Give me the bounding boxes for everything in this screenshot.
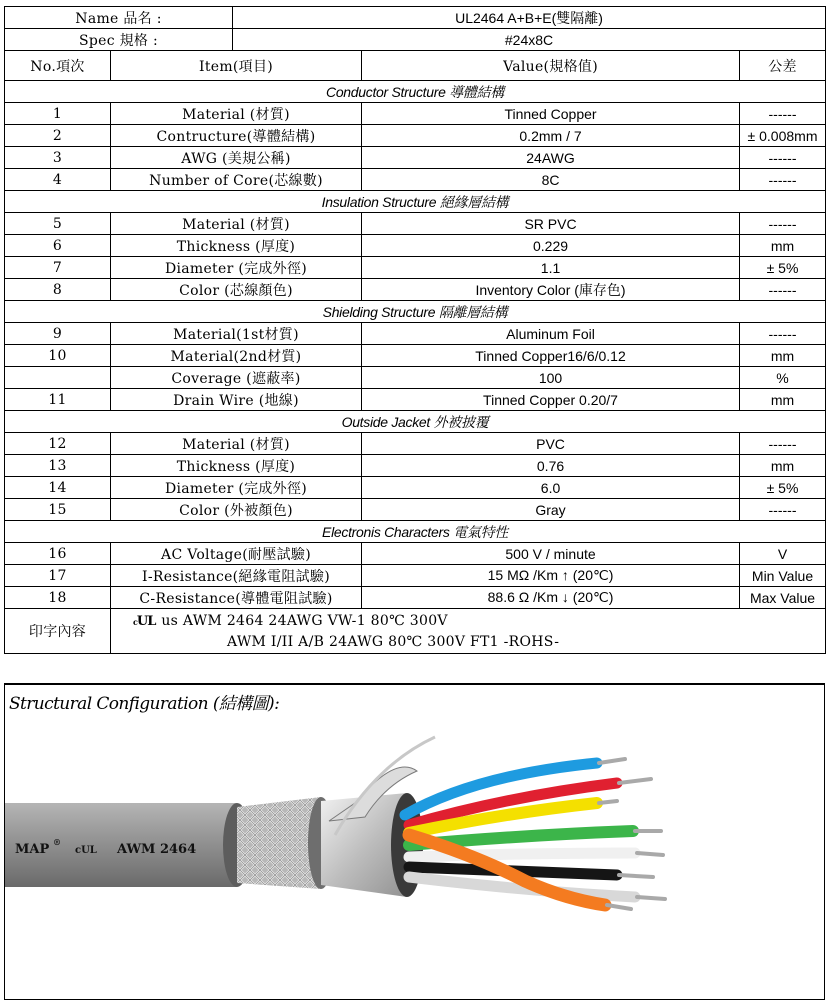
name-value: UL2464 A+B+E(雙隔離) bbox=[233, 7, 826, 29]
print-reg: ® bbox=[53, 837, 61, 847]
row-tolerance: ------ bbox=[740, 499, 826, 521]
row-item: AWG (美規公稱) bbox=[111, 147, 362, 169]
row-no: 12 bbox=[5, 433, 111, 455]
section-electronic: Electronis Characters 電氣特性 bbox=[5, 521, 826, 543]
table-row bbox=[5, 389, 826, 411]
row-tolerance: ------ bbox=[740, 103, 826, 125]
row-value: Tinned Copper 0.20/7 bbox=[362, 389, 740, 411]
table-row bbox=[5, 499, 826, 521]
row-no: 18 bbox=[5, 587, 111, 609]
row-tolerance: ------ bbox=[740, 433, 826, 455]
row-tolerance: Min Value bbox=[740, 565, 826, 587]
name-label: Name 品名 : bbox=[5, 7, 233, 29]
col-header-item: Item(項目) bbox=[111, 51, 362, 81]
row-no: 16 bbox=[5, 543, 111, 565]
row-tolerance: mm bbox=[740, 455, 826, 477]
row-no: 5 bbox=[5, 213, 111, 235]
table-row bbox=[5, 565, 826, 587]
table-row bbox=[5, 455, 826, 477]
row-tolerance: mm bbox=[740, 345, 826, 367]
row-value: 0.229 bbox=[362, 235, 740, 257]
row-item: Material (材質) bbox=[111, 433, 362, 455]
print-brand: MAP bbox=[15, 842, 50, 857]
row-no: 11 bbox=[5, 389, 111, 411]
row-no: 2 bbox=[5, 125, 111, 147]
spec-table bbox=[4, 6, 826, 654]
row-no: 15 bbox=[5, 499, 111, 521]
table-row bbox=[5, 125, 826, 147]
table-row bbox=[5, 367, 826, 389]
col-header-no: No.項次 bbox=[5, 51, 111, 81]
row-no: 3 bbox=[5, 147, 111, 169]
row-value: Tinned Copper bbox=[362, 103, 740, 125]
row-value: SR PVC bbox=[362, 213, 740, 235]
section-jacket: Outside Jacket 外被披覆 bbox=[5, 411, 826, 433]
col-header-value: Value(規格值) bbox=[362, 51, 740, 81]
section-shielding: Shielding Structure 隔離層結構 bbox=[5, 301, 826, 323]
row-tolerance: V bbox=[740, 543, 826, 565]
row-tolerance: ------ bbox=[740, 323, 826, 345]
row-tolerance: ± 5% bbox=[740, 257, 826, 279]
section-insulation: Insulation Structure 絕緣層結構 bbox=[5, 191, 826, 213]
cable-illustration bbox=[5, 685, 824, 999]
row-value: 0.76 bbox=[362, 455, 740, 477]
row-value: 24AWG bbox=[362, 147, 740, 169]
diagram-title: Structural Configuration (結構圖): bbox=[9, 694, 280, 714]
table-row bbox=[5, 169, 826, 191]
spec-value: #24x8C bbox=[233, 29, 826, 51]
print-awm: AWM 2464 bbox=[117, 842, 197, 857]
table-row bbox=[5, 213, 826, 235]
row-item: Material (材質) bbox=[111, 103, 362, 125]
row-no: 1 bbox=[5, 103, 111, 125]
row-value: Tinned Copper16/6/0.12 bbox=[362, 345, 740, 367]
row-item: Color (外被顏色) bbox=[111, 499, 362, 521]
row-value: 88.6 Ω /Km ↓ (20℃) bbox=[362, 587, 740, 609]
table-row bbox=[5, 323, 826, 345]
row-no: 6 bbox=[5, 235, 111, 257]
row-item: Material(2nd材質) bbox=[111, 345, 362, 367]
row-no: 9 bbox=[5, 323, 111, 345]
marking-line-1-text: us AWM 2464 24AWG VW-1 80℃ 300V bbox=[161, 612, 448, 629]
table-row bbox=[5, 543, 826, 565]
row-value: 8C bbox=[362, 169, 740, 191]
row-item: Thickness (厚度) bbox=[111, 455, 362, 477]
print-ul-logo: cUL bbox=[75, 845, 97, 856]
row-no: 10 bbox=[5, 345, 111, 367]
table-row bbox=[5, 257, 826, 279]
marking-line-2: AWM I/II A/B 24AWG 80℃ 300V FT1 -ROHS- bbox=[227, 633, 560, 650]
row-tolerance: mm bbox=[740, 235, 826, 257]
wire-white bbox=[409, 853, 635, 857]
row-tolerance: % bbox=[740, 367, 826, 389]
row-tolerance: ± 5% bbox=[740, 477, 826, 499]
row-value: 15 MΩ /Km ↑ (20℃) bbox=[362, 565, 740, 587]
row-item: Drain Wire (地線) bbox=[111, 389, 362, 411]
spec-label: Spec 規格 : bbox=[5, 29, 233, 51]
table-row bbox=[5, 235, 826, 257]
row-value: 100 bbox=[362, 367, 740, 389]
row-tolerance: Max Value bbox=[740, 587, 826, 609]
row-item: Material(1st材質) bbox=[111, 323, 362, 345]
row-item: Color (芯線顏色) bbox=[111, 279, 362, 301]
row-item: Material (材質) bbox=[111, 213, 362, 235]
table-row bbox=[5, 147, 826, 169]
table-row bbox=[5, 433, 826, 455]
row-no: 7 bbox=[5, 257, 111, 279]
row-item: Diameter (完成外徑) bbox=[111, 257, 362, 279]
section-conductor: Conductor Structure 導體結構 bbox=[5, 81, 826, 103]
row-tolerance: ------ bbox=[740, 169, 826, 191]
marking-content bbox=[111, 609, 826, 654]
row-value: Gray bbox=[362, 499, 740, 521]
table-row bbox=[5, 279, 826, 301]
marking-line-1 bbox=[133, 611, 823, 632]
row-item: I-Resistance(絕緣電阻試驗) bbox=[111, 565, 362, 587]
row-tolerance: ± 0.008mm bbox=[740, 125, 826, 147]
structure-diagram bbox=[4, 683, 825, 1000]
row-no: 14 bbox=[5, 477, 111, 499]
row-item: Number of Core(芯線數) bbox=[111, 169, 362, 191]
row-value: 1.1 bbox=[362, 257, 740, 279]
row-value: 500 V / minute bbox=[362, 543, 740, 565]
table-row bbox=[5, 587, 826, 609]
row-item: Coverage (遮蔽率) bbox=[111, 367, 362, 389]
row-tolerance: ------ bbox=[740, 279, 826, 301]
row-item: C-Resistance(導體電阻試驗) bbox=[111, 587, 362, 609]
row-no: 8 bbox=[5, 279, 111, 301]
row-tolerance: ------ bbox=[740, 213, 826, 235]
ul-logo: cUL bbox=[133, 613, 156, 629]
row-value: 6.0 bbox=[362, 477, 740, 499]
row-tolerance: mm bbox=[740, 389, 826, 411]
row-item: Diameter (完成外徑) bbox=[111, 477, 362, 499]
table-row bbox=[5, 345, 826, 367]
row-no: 13 bbox=[5, 455, 111, 477]
row-value: 0.2mm / 7 bbox=[362, 125, 740, 147]
col-header-tolerance: 公差 bbox=[740, 51, 826, 81]
row-no bbox=[5, 367, 111, 389]
insulated-conductors bbox=[405, 763, 635, 905]
braid-shield bbox=[237, 797, 334, 889]
row-item: AC Voltage(耐壓試驗) bbox=[111, 543, 362, 565]
row-no: 4 bbox=[5, 169, 111, 191]
table-row bbox=[5, 477, 826, 499]
row-item: Thickness (厚度) bbox=[111, 235, 362, 257]
row-value: PVC bbox=[362, 433, 740, 455]
marking-label: 印字內容 bbox=[5, 609, 111, 654]
row-value: Aluminum Foil bbox=[362, 323, 740, 345]
row-item: Contructure(導體結構) bbox=[111, 125, 362, 147]
row-value: Inventory Color (庫存色) bbox=[362, 279, 740, 301]
table-row bbox=[5, 103, 826, 125]
row-tolerance: ------ bbox=[740, 147, 826, 169]
row-no: 17 bbox=[5, 565, 111, 587]
